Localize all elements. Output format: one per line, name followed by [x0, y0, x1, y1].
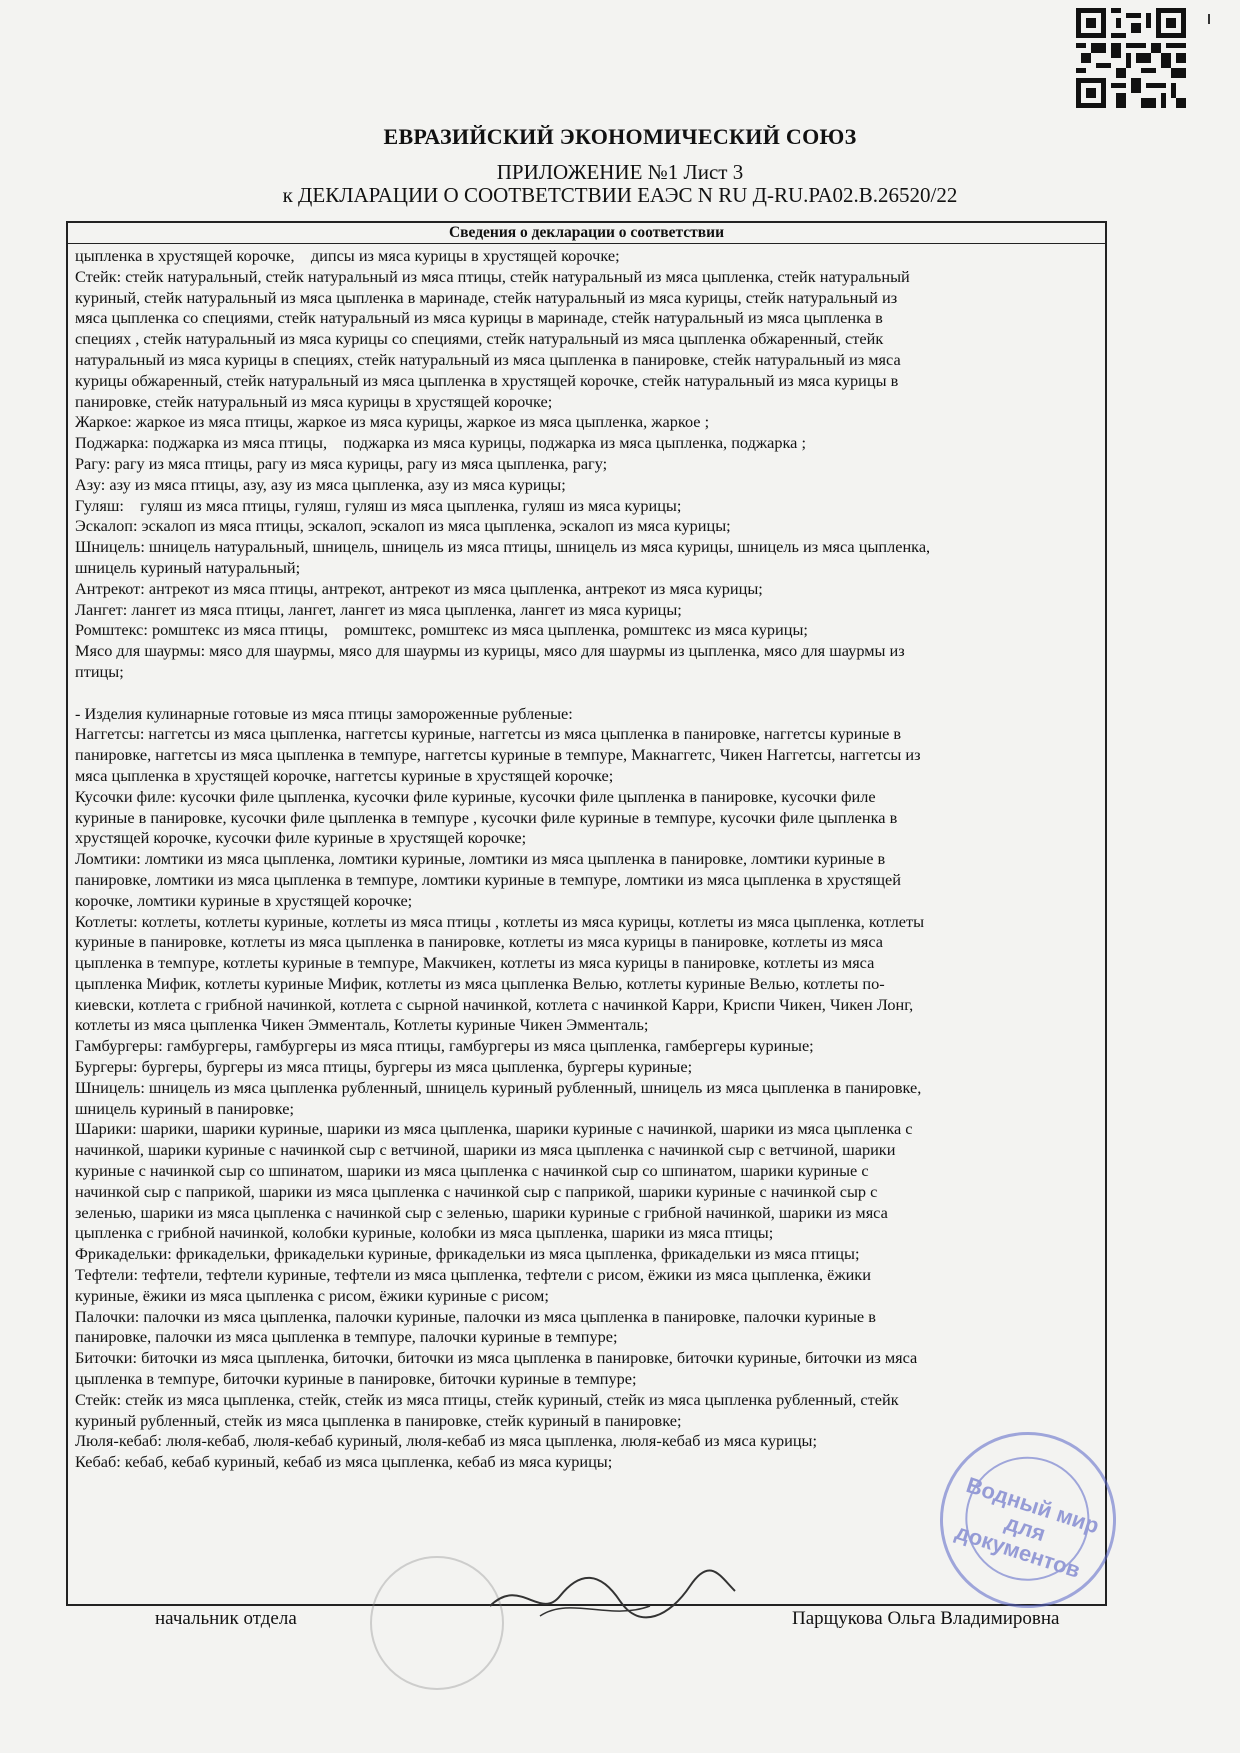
content-line: [75, 683, 1099, 704]
content-line: Кебаб: кебаб, кебаб куриный, кебаб из мяса цыпленка, кебаб из мяса курицы;: [75, 1452, 613, 1472]
content-line: Жаркое: жаркое из мяса птицы, жаркое из мяса курицы, жаркое из мяса цыпленка, жаркое ;: [75, 412, 710, 432]
content-line: куриные, ёжики из мяса цыпленка с рисом, ёжики куриные с рисом;: [75, 1285, 549, 1305]
content-line: Лангет: лангет из мяса птицы, лангет, лангет из мяса цыпленка, лангет из мяса курицы;: [75, 599, 682, 619]
content-line: Рагу: рагу из мяса птицы, рагу из мяса курицы, рагу из мяса цыпленка, рагу;: [75, 453, 608, 473]
content-line: Поджарка: поджарка из мяса птицы, поджарка из мяса курицы, поджарка из мяса цыпленка, поджарка ;: [75, 433, 806, 453]
content-line: Шницель: шницель натуральный, шницель, шницель из мяса птицы, шницель из мяса курицы, шницель из мяса цыпленка,: [75, 537, 931, 557]
content-line: котлеты из мяса цыпленка Чикен Эмменталь, Котлеты куриные Чикен Эмменталь;: [75, 1015, 649, 1035]
content-line: Люля-кебаб: люля-кебаб, люля-кебаб куриный, люля-кебаб из мяса цыпленка, люля-кебаб из мяса курицы;: [75, 1431, 818, 1451]
content-line: Палочки: палочки из мяса цыпленка, палочки куриные, палочки из мяса цыпленка в панировке, палочки куриные в: [75, 1306, 876, 1326]
content-line: курицы обжаренный, стейк натуральный из мяса цыпленка в хрустящей корочке, стейк натуральный из мяса курицы в: [75, 370, 899, 390]
declaration-number: к ДЕКЛАРАЦИИ О СООТВЕТСТВИИ ЕАЭС N RU Д-RU.РА02.В.26520/22: [282, 183, 958, 207]
box-title: Сведения о декларации о соответствии: [68, 223, 1105, 244]
content-line: корочке, ломтики куриные в хрустящей корочке;: [75, 890, 413, 910]
content-line: Тефтели: тефтели, тефтели куриные, тефтели из мяса цыпленка, тефтели с рисом, ёжики из мяса цыпленка, ёжики: [75, 1265, 871, 1285]
content-line: Ломтики: ломтики из мяса цыпленка, ломтики куриные, ломтики из мяса цыпленка в панировке, ломтики куриные в: [75, 849, 886, 869]
appendix-subtitle: ПРИЛОЖЕНИЕ №1 Лист 3: [496, 160, 744, 184]
content-line: цыпленка с грибной начинкой, колобки куриные, колобки из мяса цыпленка, шарики из мяса птицы;: [75, 1223, 774, 1243]
stamp-text: Водный мир для документов: [952, 1472, 1103, 1583]
content-line: Шницель: шницель из мяса цыпленка рубленный, шницель куриный рубленный, шницель из мяса цыпленка в панировке,: [75, 1077, 922, 1097]
content-line: цыпленка в темпуре, биточки куриные в панировке, биточки куриные в темпуре;: [75, 1369, 637, 1389]
corner-mark: [1208, 14, 1210, 24]
content-line: Азу: азу из мяса птицы, азу, азу из мяса цыпленка, азу из мяса курицы;: [75, 474, 566, 494]
signer-name: Парщукова Ольга Владимировна: [792, 1608, 1060, 1629]
content-line: натуральный из мяса курицы в специях, стейк натуральный из мяса цыпленка в панировке, стейк натуральный из мяса: [75, 349, 901, 369]
qr-code: [1076, 8, 1186, 108]
content-line: куриный рубленный, стейк из мяса цыпленка в панировке, стейк куриный в панировке;: [75, 1410, 682, 1430]
content-line: панировке, стейк натуральный из мяса курицы в хрустящей корочке;: [75, 391, 553, 411]
signature: [480, 1566, 740, 1626]
content-line: начинкой сыр с паприкой, шарики из мяса цыпленка с начинкой сыр с паприкой, шарики куриные с начинкой сыр с: [75, 1181, 878, 1201]
content-line: Наггетсы: наггетсы из мяса цыпленка, наггетсы куриные, наггетсы из мяса цыпленка в панировке, наггетсы куриные в: [75, 724, 902, 744]
content-line: Антрекот: антрекот из мяса птицы, антрекот, антрекот из мяса цыпленка, антрекот из мяса курицы;: [75, 578, 763, 598]
content-line: Эскалоп: эскалоп из мяса птицы, эскалоп, эскалоп из мяса цыпленка, эскалоп из мяса курицы;: [75, 516, 731, 536]
content-line: Фрикадельки: фрикадельки, фрикадельки куриные, фрикадельки из мяса цыпленка, фрикадельки из мяса птицы;: [75, 1244, 860, 1264]
content-line: мяса цыпленка со специями, стейк натуральный из мяса курицы в маринаде, стейк натуральный из мяса цыпленка в: [75, 308, 883, 328]
signer-position: начальник отдела: [155, 1608, 297, 1629]
content-line: зеленью, шарики из мяса цыпленка с начинкой сыр с зеленью, шарики куриные с грибной начинкой, шарики из мяса: [75, 1202, 888, 1222]
content-line: шницель куриный в панировке;: [75, 1098, 294, 1118]
content-line: мяса цыпленка в хрустящей корочке, наггетсы куриные в хрустящей корочке;: [75, 765, 614, 785]
content-line: хрустящей корочке, кусочки филе куриные в хрустящей корочке;: [75, 828, 527, 848]
content-line: Кусочки филе: кусочки филе цыпленка, кусочки филе куриные, кусочки филе цыпленка в панировке, кусочки филе: [75, 786, 876, 806]
content-line: киевски, котлета с грибной начинкой, котлета с сырной начинкой, котлета с начинкой Карри, Криспи Чикен, Чикен Лонг,: [75, 994, 914, 1014]
content-line: цыпленка в хрустящей корочке, дипсы из мяса курицы в хрустящей корочке;: [75, 246, 620, 265]
content-line: - Изделия кулинарные готовые из мяса птицы замороженные рубленые:: [75, 703, 573, 723]
content-line: панировке, наггетсы из мяса цыпленка в темпуре, наггетсы куриные в темпуре, Макнаггетс, Чикен Наггетсы, наггетсы из: [75, 745, 921, 765]
content-line: Ромштекс: ромштекс из мяса птицы, ромштекс, ромштекс из мяса цыпленка, ромштекс из мяса курицы;: [75, 620, 808, 640]
declaration-info-box: [66, 221, 1107, 1606]
content-line: панировке, палочки из мяса цыпленка в темпуре, палочки куриные в темпуре;: [75, 1327, 618, 1347]
content-line: начинкой, шарики куриные с начинкой сыр с ветчиной, шарики из мяса цыпленка с начинкой сыр с ветчиной, шарики: [75, 1140, 896, 1160]
content-line: Котлеты: котлеты, котлеты куриные, котлеты из мяса птицы , котлеты из мяса курицы, котлеты из мяса цыпленка, котлеты: [75, 911, 925, 931]
content-line: шницель куриный натуральный;: [75, 557, 301, 577]
content-line: Мясо для шаурмы: мясо для шаурмы, мясо для шаурмы из курицы, мясо для шаурмы из цыпленка, мясо для шаурмы из: [75, 641, 905, 661]
content-line: куриные в панировке, кусочки филе цыпленка в темпуре , кусочки филе куриные в темпуре, кусочки филе цыпленка в: [75, 807, 898, 827]
content-line: куриные в панировке, котлеты из мяса цыпленка в панировке, котлеты из мяса курицы в панировке, котлеты из мяса: [75, 932, 883, 952]
content-line: панировке, ломтики из мяса цыпленка в темпуре, ломтики куриные в темпуре, ломтики из мяса цыпленка в хрустящей: [75, 869, 901, 889]
content-line: птицы;: [75, 661, 124, 681]
content-line: цыпленка в темпуре, котлеты куриные в темпуре, Макчикен, котлеты из мяса курицы в панировке, котлеты из мяса: [75, 953, 875, 973]
content-line: цыпленка Мифик, котлеты куриные Мифик, котлеты из мяса цыпленка Велью, котлеты куриные Велью, котлеты по-: [75, 973, 885, 993]
content-line: куриный, стейк натуральный из мяса цыпленка в маринаде, стейк натуральный из мяса курицы, стейк натуральный из: [75, 287, 898, 307]
content-line: Гуляш: гуляш из мяса птицы, гуляш, гуляш из мяса цыпленка, гуляш из мяса курицы;: [75, 495, 682, 515]
content-line: куриные с начинкой сыр со шпинатом, шарики из мяса цыпленка с начинкой сыр со шпинатом, шарики куриные с: [75, 1161, 869, 1181]
content-line: Бургеры: бургеры, бургеры из мяса птицы, бургеры из мяса цыпленка, бургеры куриные;: [75, 1057, 693, 1077]
union-title: ЕВРАЗИЙСКИЙ ЭКОНОМИЧЕСКИЙ СОЮЗ: [383, 124, 857, 149]
content-line: Гамбургеры: гамбургеры, гамбургеры из мяса птицы, гамбургеры из мяса цыпленка, гамбергеры куриные;: [75, 1036, 814, 1056]
content-line: специях , стейк натуральный из мяса курицы со специями, стейк натуральный из мяса цыпленка обжаренный, стейк: [75, 329, 884, 349]
content-line: Шарики: шарики, шарики куриные, шарики из мяса цыпленка, шарики куриные с начинкой, шарики из мяса цыпленка с: [75, 1119, 913, 1139]
content-line: Стейк: стейк натуральный, стейк натуральный из мяса птицы, стейк натуральный из мяса цыпленка, стейк натуральный: [75, 266, 910, 286]
content-line: Стейк: стейк из мяса цыпленка, стейк, стейк из мяса птицы, стейк куриный, стейк из мяса цыпленка рубленный, стейк: [75, 1389, 899, 1409]
product-list: [68, 244, 1105, 1473]
content-line: Биточки: биточки из мяса цыпленка, биточки, биточки из мяса цыпленка в панировке, биточки куриные, биточки из мяса: [75, 1348, 918, 1368]
